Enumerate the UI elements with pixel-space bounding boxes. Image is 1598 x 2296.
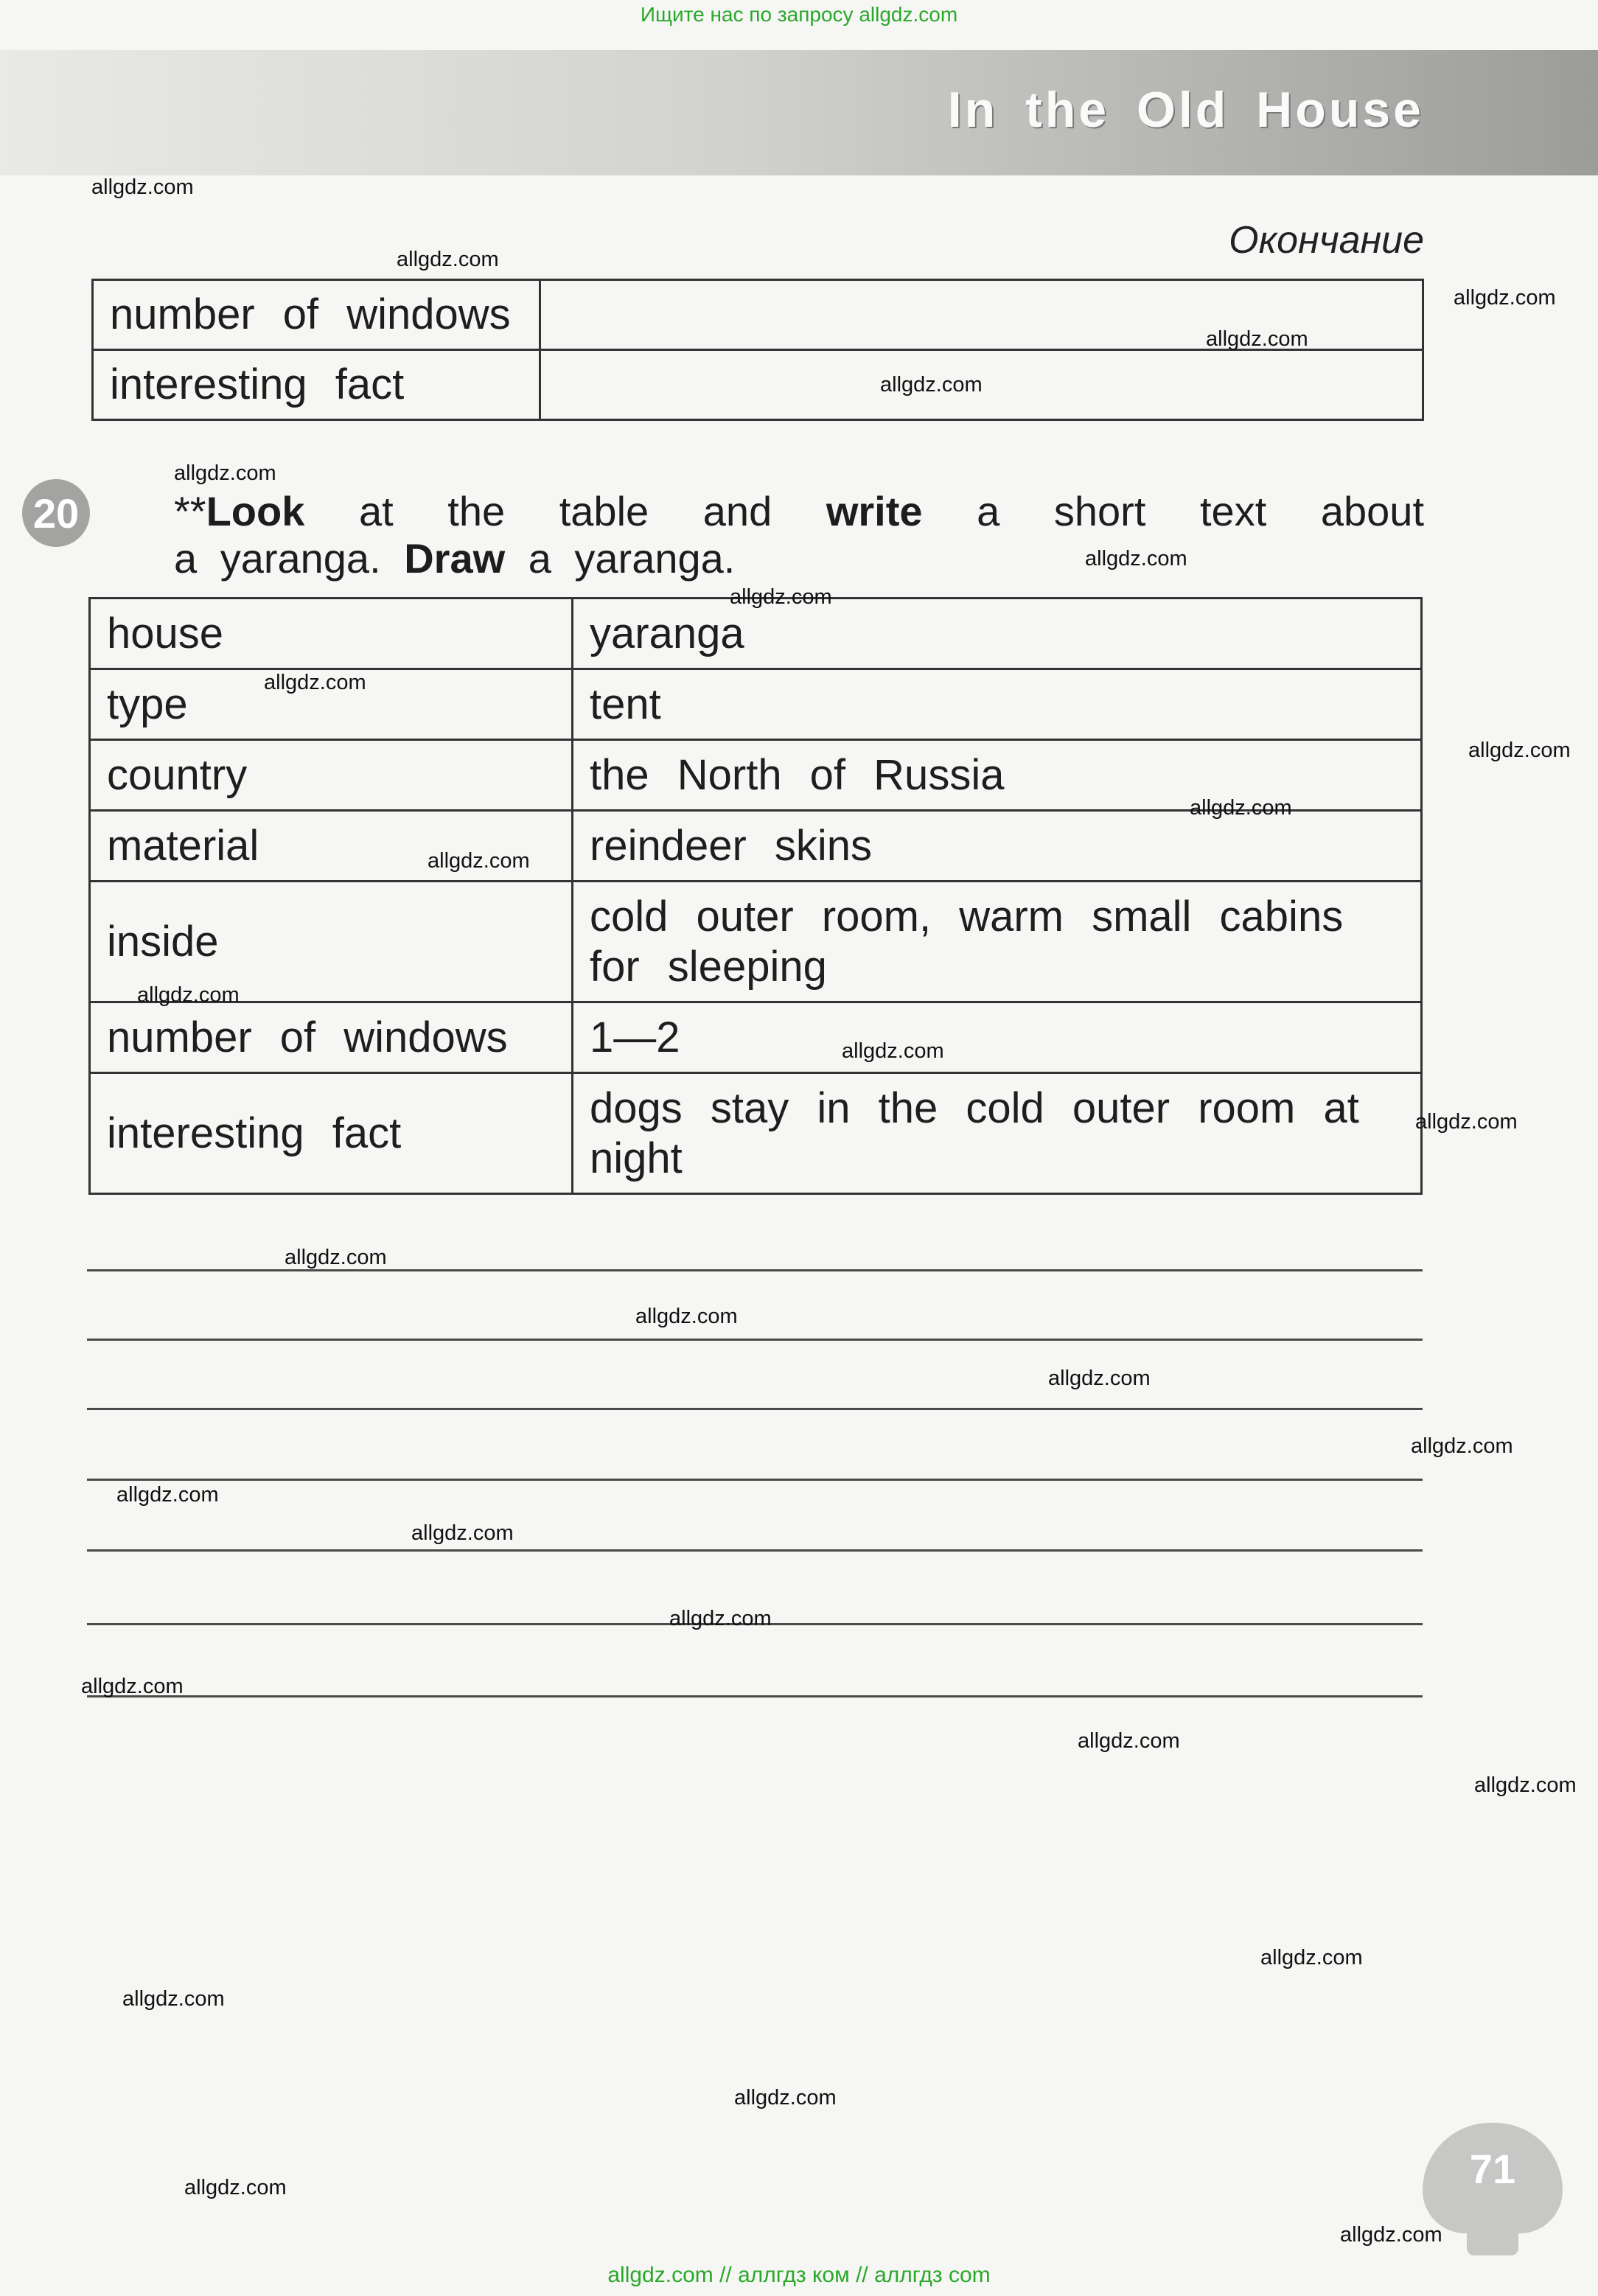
task-instruction-line2 (174, 535, 735, 582)
bottom-banner-link[interactable]: allgdz.com // аллгдз ком // аллгдз com (607, 2263, 991, 2287)
instruction-text: a short text about (977, 488, 1425, 534)
table-key-cell: interesting fact (93, 350, 540, 420)
table-key-cell: type (90, 669, 573, 740)
watermark[interactable]: allgdz.com (1468, 739, 1571, 762)
answer-line[interactable] (87, 1549, 1423, 1552)
page-number-badge (1423, 2123, 1563, 2233)
instruction-stars: ** (174, 488, 206, 534)
watermark[interactable]: allgdz.com (842, 1039, 944, 1063)
watermark[interactable]: allgdz.com (91, 175, 194, 199)
watermark[interactable]: allgdz.com (116, 1483, 219, 1507)
answer-line[interactable] (87, 1408, 1423, 1410)
watermark[interactable]: allgdz.com (1415, 1110, 1518, 1134)
table-value-cell: 1—2 (573, 1002, 1422, 1073)
table-value-cell: tent (573, 669, 1422, 740)
watermark[interactable]: allgdz.com (184, 2176, 287, 2199)
table-row (93, 350, 1423, 420)
unit-title: In the Old House (947, 82, 1424, 138)
watermark[interactable]: allgdz.com (880, 373, 983, 397)
table-value-cell: yaranga (573, 599, 1422, 669)
watermark[interactable]: allgdz.com (174, 461, 276, 485)
table-key-cell: material (90, 811, 573, 882)
instruction-text: a yaranga. (174, 535, 381, 582)
table-key-cell: number of windows (93, 280, 540, 350)
continued-label: Окончание (1229, 219, 1424, 262)
answer-line[interactable] (87, 1479, 1423, 1481)
watermark[interactable]: allgdz.com (264, 671, 366, 694)
watermark[interactable]: allgdz.com (669, 1607, 772, 1630)
task-instruction-line1 (174, 488, 1424, 535)
watermark[interactable]: allgdz.com (1260, 1946, 1363, 1969)
instruction-verb-look: Look (206, 488, 305, 534)
watermark[interactable]: allgdz.com (635, 1305, 738, 1328)
table-row (90, 1002, 1422, 1073)
watermark[interactable]: allgdz.com (1078, 1729, 1180, 1753)
watermark[interactable]: allgdz.com (411, 1521, 514, 1545)
table-value-cell: the North of Russia (573, 740, 1422, 811)
watermark[interactable]: allgdz.com (1454, 286, 1556, 310)
table-value-cell: dogs stay in the cold outer room at night (573, 1073, 1422, 1194)
watermark[interactable]: allgdz.com (730, 585, 832, 609)
table-row (90, 811, 1422, 882)
watermark[interactable]: allgdz.com (397, 248, 499, 271)
watermark[interactable]: allgdz.com (1474, 1773, 1577, 1797)
instruction-verb-write: write (826, 488, 923, 534)
table-key-cell: inside (90, 882, 573, 1002)
watermark[interactable]: allgdz.com (1048, 1367, 1151, 1390)
top-banner-link[interactable]: Ищите нас по запросу allgdz.com (640, 3, 958, 26)
watermark[interactable]: allgdz.com (734, 2086, 837, 2110)
page-number: 71 (1469, 2146, 1516, 2192)
table-value-cell: cold outer room, warm small cabins for sleeping (573, 882, 1422, 1002)
watermark[interactable]: allgdz.com (81, 1675, 184, 1698)
watermark[interactable]: allgdz.com (428, 849, 530, 873)
watermark[interactable]: allgdz.com (1340, 2223, 1442, 2247)
table-row (90, 882, 1422, 1002)
instruction-text: a yaranga. (528, 535, 736, 582)
watermark[interactable]: allgdz.com (137, 983, 240, 1007)
answer-line[interactable] (87, 1695, 1423, 1697)
task-number-badge: 20 (22, 479, 90, 547)
watermark[interactable]: allgdz.com (1206, 327, 1308, 351)
table-value-cell: reindeer skins (573, 811, 1422, 882)
watermark[interactable]: allgdz.com (285, 1246, 387, 1269)
table-row (90, 1073, 1422, 1194)
instruction-text: at the table and (358, 488, 772, 534)
table-key-cell: number of windows (90, 1002, 573, 1073)
watermark[interactable]: allgdz.com (1411, 1434, 1513, 1458)
instruction-verb-draw: Draw (404, 535, 506, 582)
table-key-cell: house (90, 599, 573, 669)
table-key-cell: interesting fact (90, 1073, 573, 1194)
table-key-cell: country (90, 740, 573, 811)
watermark[interactable]: allgdz.com (1190, 796, 1292, 820)
watermark[interactable]: allgdz.com (1085, 547, 1187, 570)
answer-line[interactable] (87, 1339, 1423, 1341)
watermark[interactable]: allgdz.com (122, 1987, 225, 2011)
